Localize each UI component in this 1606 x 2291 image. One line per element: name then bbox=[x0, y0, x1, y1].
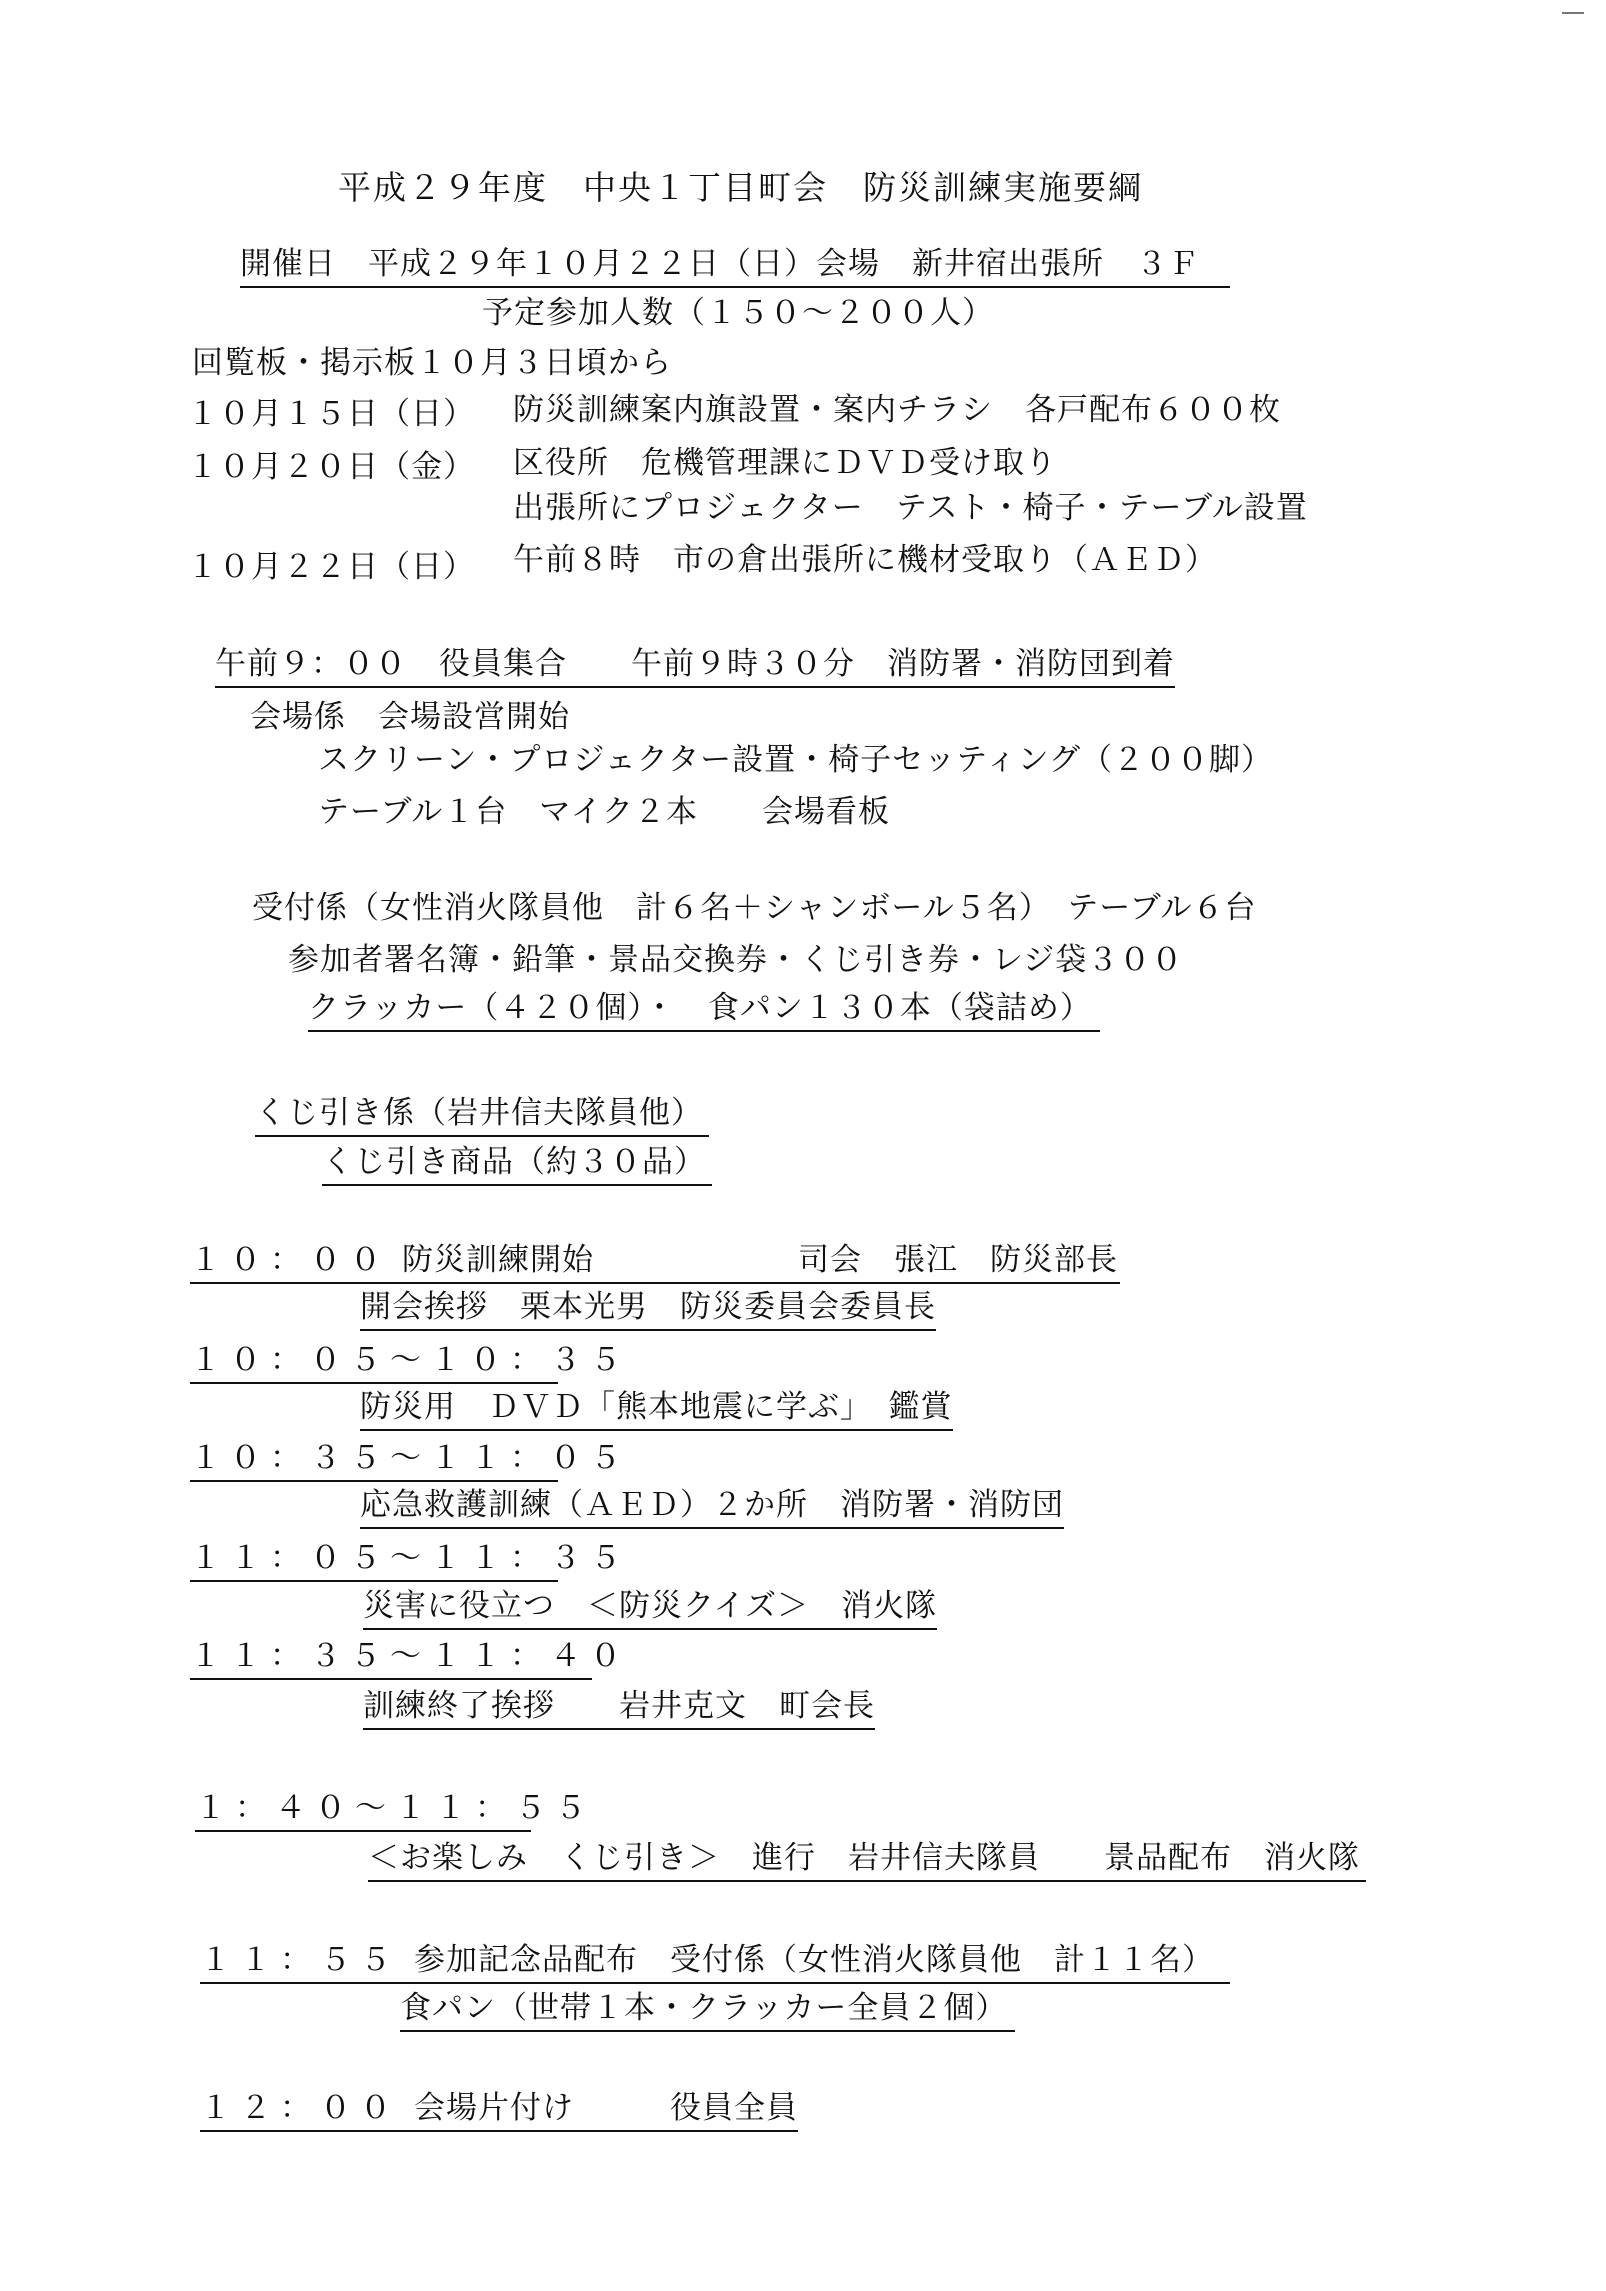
prep-date: １０月２０日（金） bbox=[187, 449, 475, 485]
prep-date: １０月１５日（日） bbox=[187, 396, 475, 432]
schedule-time: １０：３５～１１：０５ bbox=[190, 1438, 558, 1482]
schedule-title: 会場片付け 役員全員 bbox=[414, 2090, 798, 2126]
venue-staff-line: テーブル１台 マイク２本 会場看板 bbox=[318, 794, 890, 830]
schedule-time: １１：５５ bbox=[200, 1942, 400, 1978]
schedule-time: １１：３５～１１：４０ bbox=[190, 1636, 592, 1680]
event-date-line: 開催日 平成２９年１０月２２日（日）会場 新井宿出張所 ３Ｆ bbox=[240, 244, 1230, 288]
prep-text: 午前８時 市の倉出張所に機材受取り（ＡＥＤ） bbox=[513, 542, 1217, 578]
prep-text: 区役所 危機管理課にＤＶＤ受け取り bbox=[513, 445, 1057, 481]
schedule-time: １１：０５～１１：３５ bbox=[190, 1538, 558, 1582]
schedule-title: 防災訓練開始 bbox=[402, 1242, 594, 1278]
reception-line: クラッカー（４２０個）・ 食パン１３０本（袋詰め） bbox=[308, 988, 1100, 1032]
schedule-detail: 開会挨拶 栗本光男 防災委員会委員長 bbox=[360, 1287, 936, 1331]
schedule-detail: 食パン（世帯１本・クラッカー全員２個） bbox=[400, 1988, 1015, 2032]
schedule-detail: 災害に役立つ ＜防災クイズ＞ 消火隊 bbox=[363, 1586, 937, 1630]
schedule-detail: ＜お楽しみ くじ引き＞ 進行 岩井信夫隊員 景品配布 消火隊 bbox=[368, 1838, 1366, 1882]
schedule-item-7 bbox=[200, 2088, 798, 2132]
lottery-staff-heading: くじ引き係（岩井信夫隊員他） bbox=[255, 1093, 709, 1137]
lottery-staff-line: くじ引き商品（約３０品） bbox=[322, 1142, 712, 1186]
circular-notice: 回覧板・掲示板１０月３日頃から bbox=[192, 345, 672, 381]
prep-text: 出張所にプロジェクター テスト・椅子・テーブル設置 bbox=[513, 490, 1308, 526]
reception-line: 参加者署名簿・鉛筆・景品交換券・くじ引き券・レジ袋３００ bbox=[288, 942, 1184, 978]
venue-staff-line: スクリーン・プロジェクター設置・椅子セッティング（２００脚） bbox=[318, 742, 1274, 778]
schedule-time: １２：００ bbox=[200, 2090, 400, 2126]
scan-speck bbox=[1562, 12, 1584, 14]
schedule-title: 参加記念品配布 受付係（女性消火隊員他 計１１名） bbox=[414, 1942, 1214, 1978]
schedule-time: １：４０～１１：５５ bbox=[195, 1788, 531, 1832]
expected-attendance: 予定参加人数（１５０～２００人） bbox=[482, 295, 994, 331]
schedule-item-6 bbox=[200, 1940, 1230, 1984]
assembly-line: 午前９：００ 役員集合 午前９時３０分 消防署・消防団到着 bbox=[215, 644, 1175, 688]
schedule-detail: 訓練終了挨拶 岩井克文 町会長 bbox=[363, 1686, 875, 1730]
schedule-note: 司会 張江 防災部長 bbox=[798, 1242, 1118, 1278]
schedule-item-0 bbox=[190, 1240, 1120, 1284]
schedule-detail: 応急救護訓練（ＡＥＤ）２か所 消防署・消防団 bbox=[360, 1485, 1064, 1529]
prep-text: 防災訓練案内旗設置・案内チラシ 各戸配布６００枚 bbox=[513, 392, 1281, 428]
schedule-time: １０：００ bbox=[190, 1242, 390, 1278]
page-title: 平成２９年度 中央１丁目町会 防災訓練実施要綱 bbox=[338, 168, 1143, 207]
venue-staff-heading: 会場係 会場設営開始 bbox=[250, 699, 570, 735]
schedule-detail: 防災用 ＤＶＤ「熊本地震に学ぶ」 鑑賞 bbox=[360, 1387, 953, 1431]
schedule-time: １０：０５～１０：３５ bbox=[190, 1340, 558, 1384]
reception-heading: 受付係（女性消火隊員他 計６名＋シャンボール５名） テーブル６台 bbox=[252, 890, 1257, 926]
prep-date: １０月２２日（日） bbox=[187, 549, 475, 585]
